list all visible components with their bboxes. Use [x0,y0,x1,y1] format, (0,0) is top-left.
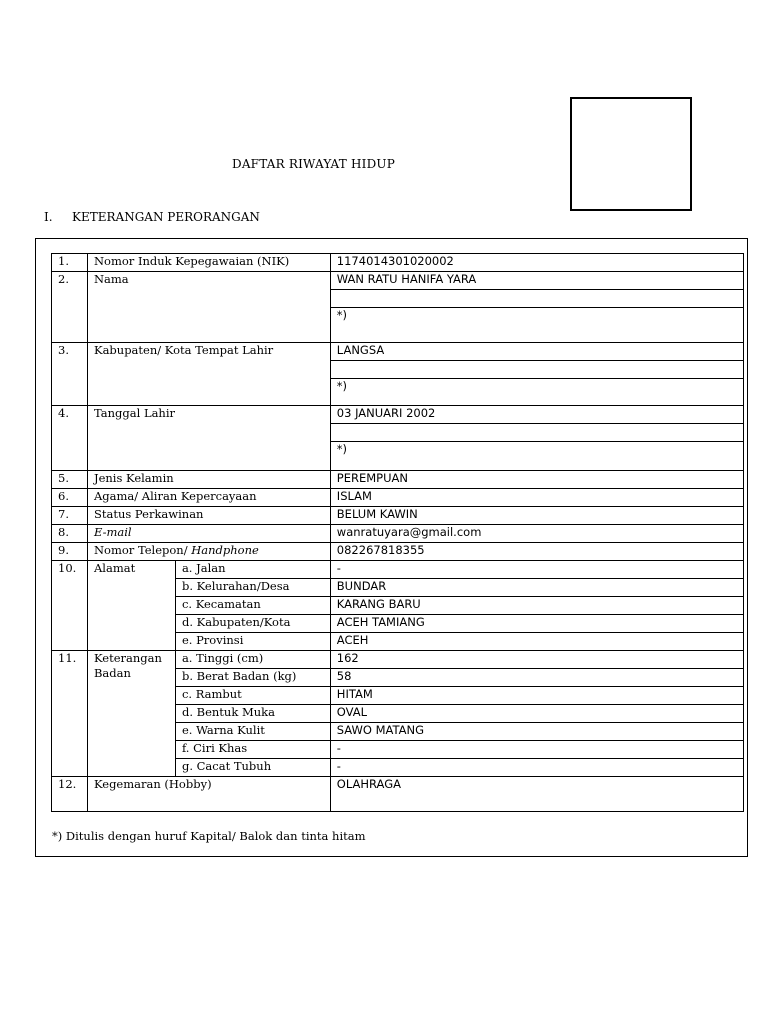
row-label: Nomor Induk Kepegawaian (NIK) [87,254,330,272]
table-row-agama [52,489,744,507]
table-row-nik [52,254,744,272]
telepon-label: Nomor Telepon/ [93,543,192,557]
sub-value: KARANG BARU [330,597,743,615]
hobby-value: OLAHRAGA [330,777,743,812]
tempat-lahir-mark: *) [330,379,743,406]
sub-label: d. Kabupaten/Kota [175,615,330,633]
table-row-email [52,525,744,543]
row-number: 3. [52,343,88,406]
sub-label: e. Warna Kulit [175,723,330,741]
sub-value: SAWO MATANG [330,723,743,741]
row-number: 4. [52,406,88,471]
handphone-label: Handphone [191,543,259,557]
row-label: Jenis Kelamin [87,471,330,489]
sub-value: - [330,759,743,777]
sub-label: a. Jalan [175,561,330,579]
row-label: E-mail [87,525,330,543]
status-value: BELUM KAWIN [330,507,743,525]
row-label: Agama/ Aliran Kepercayaan [87,489,330,507]
sub-label: g. Cacat Tubuh [175,759,330,777]
table-row-nama [52,272,744,290]
sub-value: HITAM [330,687,743,705]
row-number: 2. [52,272,88,343]
nama-value: WAN RATU HANIFA YARA [330,272,743,290]
sub-label: c. Rambut [175,687,330,705]
section-label: KETERANGAN PERORANGAN [72,210,260,224]
sub-label: a. Tinggi (cm) [175,651,330,669]
section-number: I. [44,210,53,224]
tempat-lahir-value: LANGSA [330,343,743,361]
table-row-badan [52,651,744,669]
row-label: Tanggal Lahir [87,406,330,471]
tanggal-lahir-value: 03 JANUARI 2002 [330,406,743,424]
jenis-kelamin-value: PEREMPUAN [330,471,743,489]
nama-blank-line [330,290,743,308]
row-number: 7. [52,507,88,525]
row-label [87,543,330,561]
table-row-hobby [52,777,744,812]
agama-value: ISLAM [330,489,743,507]
row-number: 8. [52,525,88,543]
sub-value: - [330,561,743,579]
sub-label: f. Ciri Khas [175,741,330,759]
tanggal-lahir-mark: *) [330,442,743,471]
row-number: 11. [52,651,88,777]
sub-label: e. Provinsi [175,633,330,651]
table-row-tanggal-lahir [52,406,744,424]
row-number: 1. [52,254,88,272]
sub-value: 162 [330,651,743,669]
table-row-tempat-lahir [52,343,744,361]
sub-value: ACEH [330,633,743,651]
row-label: Kabupaten/ Kota Tempat Lahir [87,343,330,406]
section-heading [44,210,260,224]
table-row-jenis-kelamin [52,471,744,489]
sub-label: b. Berat Badan (kg) [175,669,330,687]
sub-label: c. Kecamatan [175,597,330,615]
table-row-status [52,507,744,525]
photo-box [570,97,692,211]
row-label: Nama [87,272,330,343]
sub-label: b. Kelurahan/Desa [175,579,330,597]
row-label: Kegemaran (Hobby) [87,777,330,812]
nik-value: 1174014301020002 [330,254,743,272]
sub-value: ACEH TAMIANG [330,615,743,633]
personal-info-table [51,253,744,812]
row-label: Keterangan Badan [87,651,175,777]
row-label: Status Perkawinan [87,507,330,525]
row-number: 10. [52,561,88,651]
email-value: wanratuyara@gmail.com [330,525,743,543]
page-title: DAFTAR RIWAYAT HIDUP [232,157,395,171]
sub-value: - [330,741,743,759]
tanggal-lahir-blank-line [330,424,743,442]
telepon-value: 082267818355 [330,543,743,561]
sub-value: OVAL [330,705,743,723]
table-row-alamat [52,561,744,579]
sub-label: d. Bentuk Muka [175,705,330,723]
sub-value: BUNDAR [330,579,743,597]
table-row-telepon [52,543,744,561]
row-number: 5. [52,471,88,489]
sub-value: 58 [330,669,743,687]
row-number: 9. [52,543,88,561]
nama-mark: *) [330,308,743,343]
row-number: 6. [52,489,88,507]
row-number: 12. [52,777,88,812]
footnote: *) Ditulis dengan huruf Kapital/ Balok dan tinta hitam [52,829,366,843]
tempat-lahir-blank-line [330,361,743,379]
row-label: Alamat [87,561,175,651]
